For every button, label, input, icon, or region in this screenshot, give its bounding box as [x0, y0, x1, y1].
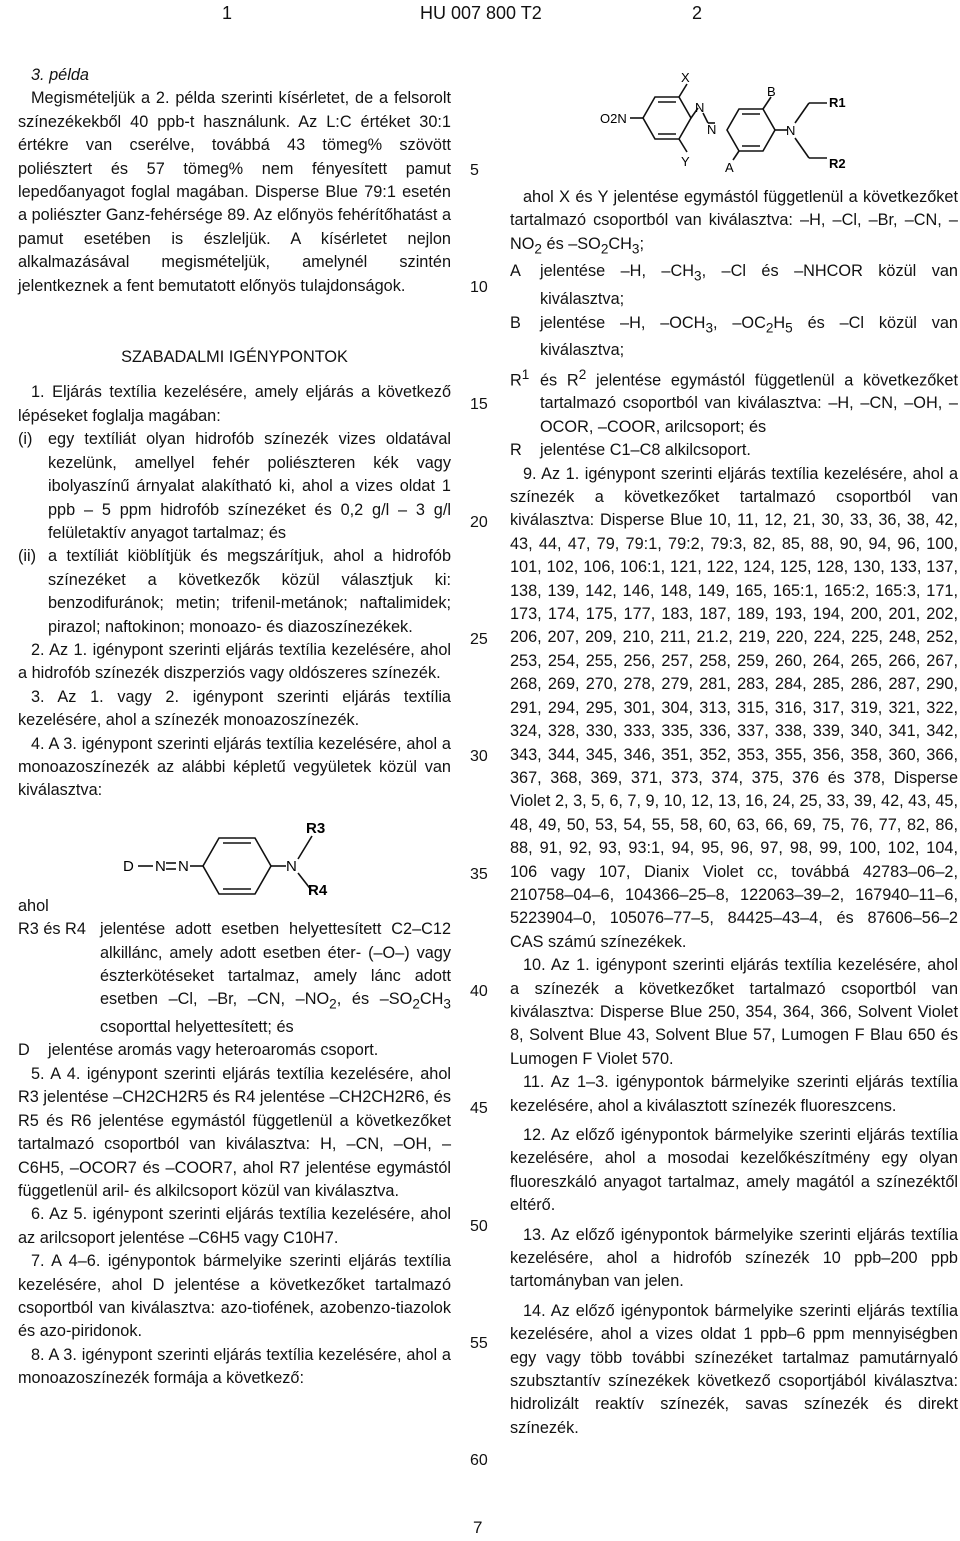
- r1-key: [510, 363, 540, 440]
- b-sub-1: 3: [705, 319, 713, 335]
- xy-sub-2: 2: [600, 241, 609, 257]
- r1-r2-text-1: és R: [540, 371, 579, 390]
- line-number: 5: [470, 162, 479, 179]
- claim-8: 8. A 3. igénypont szerinti eljárás textília kezelésére, ahol a monoazoszínezék formája a következő:: [18, 1345, 451, 1388]
- b-sub-3: 5: [785, 319, 793, 335]
- b-text-5: H: [773, 313, 786, 332]
- claim-4: 4. A 3. igénypont szerinti eljárás textília kezelésére, ahol a monoazoszínezék az alábbi képletű vegyületek közül van kiválasztva:: [18, 734, 451, 800]
- claim-3: 3. Az 1. vagy 2. igénypont szerinti eljárás textília kezelésére, ahol a színezék monoazoszínezék.: [18, 687, 451, 730]
- r3-r4-text-e: CH: [419, 990, 444, 1009]
- d-text: jelentése aromás vagy heteroaromás csoport.: [48, 1041, 379, 1060]
- line-number: 50: [470, 1218, 488, 1235]
- line-number: 60: [470, 1452, 488, 1469]
- r1-r2-definition: [510, 363, 958, 440]
- r-key: R: [510, 441, 522, 460]
- r3-r4-text-c: , és –SO: [336, 990, 413, 1009]
- step-i-key: (i): [18, 430, 33, 449]
- claim-13: 13. Az előző igénypontok bármelyike szerinti eljárás textília kezelésére, ahol a hidrofób színezék 10 ppb–200 ppb tartományban van jelen.: [510, 1225, 958, 1291]
- r-text: jelentése C1–C8 alkilcsoport.: [540, 441, 751, 460]
- a-text: [540, 260, 958, 311]
- step-i-text: egy textíliát olyan hidrofób színezék vizes oldatával kezelünk, amellyel fehér poliészteren kék vagy ibolyaszínű árnyalat alakítható ki, ahol a vizes oldat 1 ppb – 5 ppm hidrofób színezéket és 0,2 g/l – 3 g/l felületaktív anyagot tartalmaz; és: [48, 430, 451, 542]
- claim-1-step-ii: [18, 545, 451, 639]
- b-text: [540, 312, 958, 363]
- formula-a-label: A: [725, 160, 734, 175]
- a-key: A: [510, 262, 521, 281]
- line-number: 15: [470, 396, 488, 413]
- claim-5: 5. A 4. igénypont szerinti eljárás textília kezelésére, ahol R3 jelentése –CH2CH2R5 és R4 jelentése –CH2CH2R6, és R5 és R6 jelentése egymástól függetlenül a következőket tartalmazó csoportból van kiválasztva: H, –CN, –OH, –C6H5, –OCOR7 és –COOR7, ahol R7 jelentése egymástól függetlenül aril- és alkilcsoport közül van kiválasztva.: [18, 1064, 451, 1200]
- a-sub: 3: [694, 268, 702, 284]
- line-number: 10: [470, 279, 488, 296]
- claims-heading: SZABADALMI IGÉNYPONTOK: [121, 348, 348, 367]
- claim-12: 12. Az előző igénypontok bármelyike szerinti eljárás textília kezelésére, ahol a mosodai kezelőkészítmény egy olyan fluoreszkáló anyagot tartalmaz, amely magától a színezéktől eltérő.: [510, 1126, 958, 1215]
- formula-y-label: Y: [681, 154, 690, 169]
- xy-text-a: ahol X és Y jelentése egymástól függetlenül a következőket tartalmazó csoportból van kiválasztva: –H, –Cl, –Br, –CN, –NO: [510, 188, 958, 253]
- a-text-3: , –Cl és –NHCOR közül van kiválasztva;: [540, 262, 958, 309]
- r3-r4-sub-1: 2: [329, 996, 337, 1012]
- header-left-page-number: 1: [222, 3, 233, 23]
- b-text-3: , –OC: [713, 313, 766, 332]
- r3-r4-text: [100, 918, 451, 1039]
- r3-r4-sub-2: 2: [412, 996, 420, 1012]
- b-key: B: [510, 313, 521, 332]
- page-number: 7: [473, 1518, 483, 1537]
- claim-14: 14. Az előző igénypontok bármelyike szerinti eljárás textília kezelésére, ahol a vizes oldat 1 ppb–6 ppm mennyiségben egy vagy több további színezéket tartalmaz pamutárnyaló szubsztantív színezékek következő csoportjából kiválasztva: hidrolizált reaktív színezék, savas színezék és direkt színezék.: [510, 1301, 958, 1437]
- monoazo-structure-drawing: [18, 803, 451, 895]
- formula-n-azo-1: N: [695, 100, 705, 115]
- b-sub-2: 2: [765, 319, 774, 335]
- line-number: 35: [470, 866, 488, 883]
- d-key: D: [18, 1041, 30, 1060]
- line-number: 55: [470, 1335, 488, 1352]
- ahol-label: ahol: [18, 896, 49, 915]
- formula-o2n-label: O2N: [600, 111, 627, 126]
- line-number: 40: [470, 983, 488, 1000]
- a-definition: [510, 260, 958, 311]
- xy-text-e: CH: [608, 234, 632, 253]
- azo-structure-drawing: [595, 68, 865, 180]
- r3-r4-definition: [18, 918, 451, 1039]
- claim-7: 7. A 4–6. igénypontok bármelyike szerinti eljárás textília kezelésére, ahol D jelentése a következőket tartalmazó csoportból van kiválasztva: azo-tiofének, azobenzo-tiazolok és azo-piridonok.: [18, 1252, 451, 1341]
- claim-6: 6. Az 5. igénypont szerinti eljárás textília kezelésére, ahol az arilcsoport jelentése –C6H5 vagy C10H7.: [18, 1205, 451, 1247]
- formula-n-amine: N: [786, 123, 796, 138]
- r1-key-sup: 1: [521, 366, 530, 382]
- line-number: 25: [470, 631, 488, 648]
- line-number: 45: [470, 1100, 488, 1117]
- formula-n3-label: N: [286, 857, 297, 875]
- example-title: 3. példa: [31, 66, 89, 84]
- formula-x-label: X: [681, 70, 690, 85]
- r1-r2-text: [540, 363, 958, 440]
- xy-text-g: ;: [639, 234, 644, 253]
- formula-n2-label: N: [178, 857, 189, 875]
- claim-1-step-i: [18, 428, 451, 545]
- claim-1-intro: 1. Eljárás textília kezelésére, amely eljárás a következő lépéseket foglalja magában:: [18, 383, 451, 425]
- formula-n1-label: N: [155, 857, 166, 875]
- monoazo-formula: [18, 803, 451, 895]
- formula-n-azo-2: N: [707, 122, 717, 137]
- example-text: Megismételjük a 2. példa szerinti kísérletet, de a felsorolt színezékekből 40 ppb-t használunk. Az L:C értéket 30:1 értékre van cserélve, továbbá 43 tömeg% szövött poliésztert és 57 tömeg% nem fényesített pamut lepedőanyagot foglal magában. Disperse Blue 79:1 esetén a poliészter Ganz-fehérsége 89. Az előnyös fehérítőhatást a pamut esetében is észleljük. A kísérletet nejlon alkalmazásával megismételjük, amelynél szintén jelentkeznek a fent bemutatott előnyös tulajdonságok.: [18, 89, 451, 295]
- claim-10: 10. Az 1. igénypont szerinti eljárás textília kezelésére, ahol a színezék a következőket tartalmazó csoportból van kiválasztva: Disperse Blue 250, 354, 364, 366, Solvent Violet 8, Solvent Blue 43, Solvent Blue 57, Lumogen F Blau 650 és Lumogen F Violet 570.: [510, 956, 958, 1068]
- claim-2: 2. Az 1. igénypont szerinti eljárás textília kezelésére, ahol a hidrofób színezék diszperziós vagy oldószeres színezék.: [18, 640, 451, 683]
- b-text-1: jelentése –H, –OCH: [540, 313, 706, 332]
- line-number: 20: [470, 514, 488, 531]
- b-definition: [510, 312, 958, 363]
- r3-r4-sub-3: 3: [443, 996, 451, 1012]
- r2-sup: 2: [578, 366, 587, 382]
- a-text-1: jelentése –H, –CH: [540, 262, 694, 281]
- formula-b-label: B: [767, 84, 776, 99]
- r1-r2-text-3: jelentése egymástól függetlenül a következőket tartalmazó csoportból van kiválasztva: –H, –CN, –OH, –OCOR, –COOR, arilcsoport; és: [540, 371, 958, 436]
- formula-r2-label: R2: [829, 156, 846, 171]
- formula-r3-label: R3: [306, 819, 326, 837]
- r3-r4-text-a: jelentése adott esetben helyettesített C2–C12 alkillánc, amely adott esetben éter- (–O–) vagy észterkötéseket tartalmaz, amely lánc adott esetben –Cl, –Br, –CN, –NO: [100, 920, 451, 1009]
- r3-r4-key: R3 és R4: [18, 920, 86, 939]
- right-column: [510, 186, 958, 1440]
- formula-r1-label: R1: [829, 95, 846, 110]
- xy-sub-1: 2: [534, 241, 542, 257]
- r1-key-r: R: [510, 371, 522, 390]
- claim-9: 9. Az 1. igénypont szerinti eljárás textília kezelésére, ahol a színezék a következőket tartalmazó csoportból van kiválasztva: Disperse Blue 10, 11, 12, 21, 30, 33, 36, 38, 42, 43, 44, 47, 79, 79:1, 79:2, 79:3, 82, 85, 88, 90, 94, 96, 100, 101, 102, 106, 106:1, 121, 122, 124, 125, 128, 130, 133, 137, 138, 139, 142, 146, 148, 149, 165, 165:1, 165:2, 165:3, 171, 173, 174, 175, 177, 183, 187, 189, 193, 194, 200, 201, 202, 206, 207, 209, 210, 211, 21.2, 219, 220, 224, 225, 248, 252, 253, 254, 255, 256, 257, 258, 259, 260, 264, 265, 266, 267, 268, 269, 270, 278, 279, 281, 283, 284, 285, 286, 287, 290, 291, 294, 295, 301, 304, 313, 315, 316, 317, 319, 321, 322, 324, 328, 330, 333, 335, 336, 337, 338, 339, 340, 341, 342, 343, 344, 345, 346, 351, 352, 353, 355, 356, 358, 360, 366, 367, 368, 369, 371, 373, 374, 375, 376 és 378, Disperse Violet 2, 3, 5, 6, 7, 9, 10, 12, 13, 16, 24, 25, 33, 39, 42, 43, 45, 48, 49, 50, 53, 54, 55, 58, 60, 63, 66, 69, 75, 76, 77, 82, 86, 88, 91, 92, 93, 93:1, 94, 95, 96, 97, 98, 99, 100, 102, 104, 106 vagy 107, Dianix Violet cc, továbbá 42783–06–2, 210758–04–6, 104366–25–8, 122063–39–2, 167940–11–6, 5223904–0, 105076–77–5, 84425–43–4, és 87606–56–2 CAS számú színezékek.: [510, 464, 958, 951]
- r3-r4-text-g: csoporttal helyettesített; és: [100, 1018, 294, 1037]
- step-ii-key: (ii): [18, 547, 37, 566]
- claim-11: 11. Az 1–3. igénypontok bármelyike szerinti eljárás textília kezelésére, ahol a kiválasztott színezék fluoreszcens.: [510, 1073, 958, 1115]
- d-definition: [18, 1039, 451, 1062]
- line-number: 30: [470, 748, 488, 765]
- left-column: [18, 64, 451, 1391]
- formula-r4-label: R4: [308, 881, 328, 895]
- xy-definition: [510, 186, 958, 260]
- xy-sub-3: 3: [631, 241, 640, 257]
- azo-formula: [595, 68, 865, 180]
- header-right-page-number: 2: [692, 3, 703, 23]
- b-text-7: és –Cl közül van kiválasztva;: [540, 313, 958, 360]
- header-patent-number: HU 007 800 T2: [420, 3, 542, 23]
- step-ii-text: a textíliát kiöblítjük és megszárítjuk, ahol a hidrofób színezéket a következők közül választjuk ki: benzodifuránok; metin; trifenil-metánok; naftalimidek; pirazol; naftokinon; monoazo- és diazoszínezékek.: [48, 547, 451, 636]
- formula-d-label: D: [123, 857, 134, 875]
- xy-text-c: és –SO: [541, 234, 601, 253]
- r-definition: [510, 439, 958, 462]
